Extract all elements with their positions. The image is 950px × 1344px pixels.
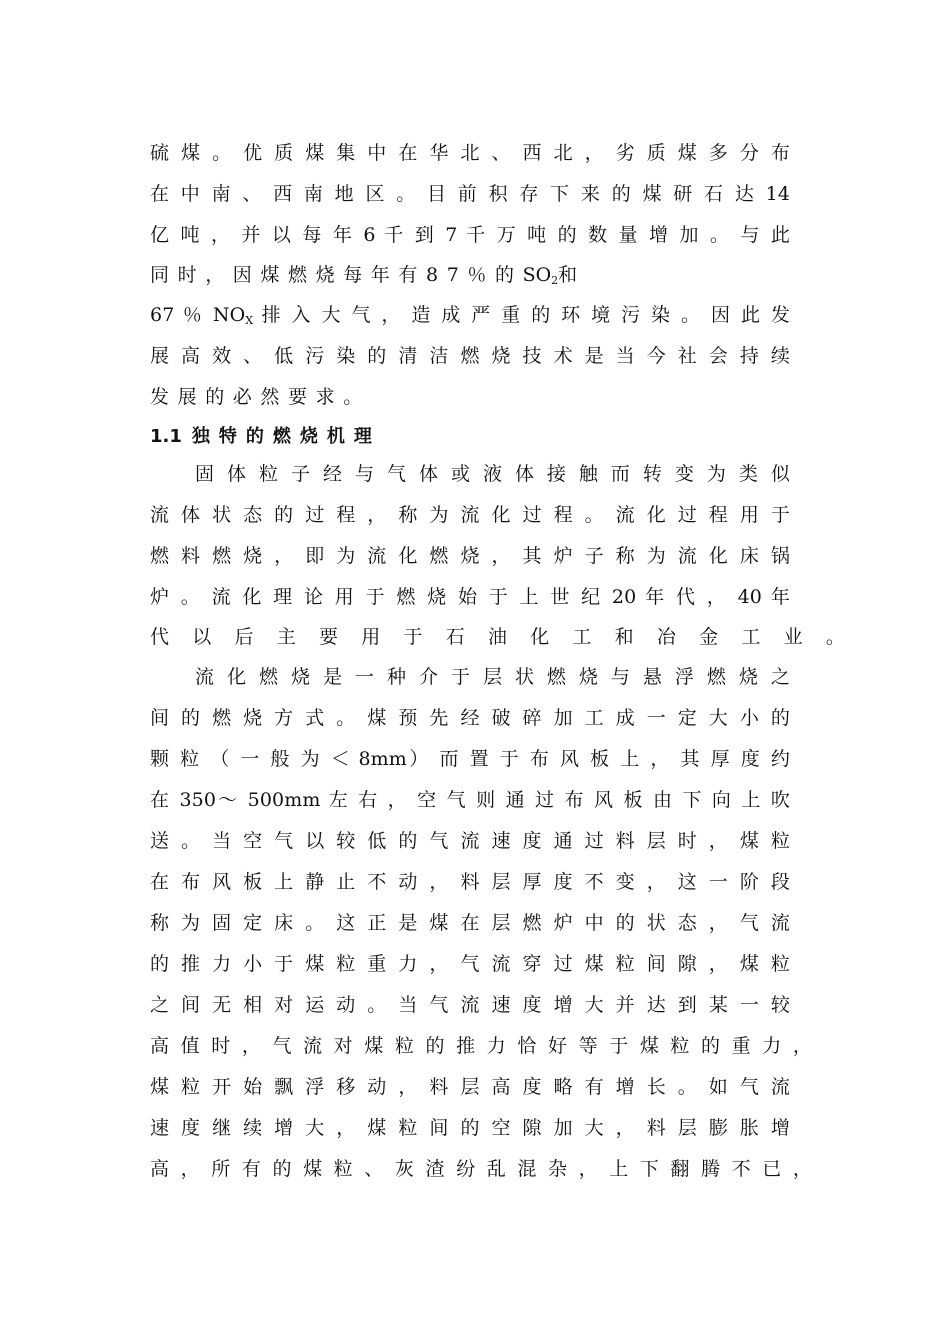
body-text-line: 速 度 继 续 增 大 ， 煤 粒 间 的 空 隙 加 大 ， 料 层 膨 胀 增 [150, 1117, 790, 1139]
section-heading [150, 422, 381, 452]
body-text-line: 硫 煤 。 优 质 煤 集 中 在 华 北 、 西 北 ， 劣 质 煤 多 分 布 [150, 142, 790, 164]
body-text-line: 的 推 力 小 于 煤 粒 重 力 ， 气 流 穿 过 煤 粒 间 隙 ， 煤 粒 [150, 953, 790, 975]
paragraph-first-line: 流 化 燃 烧 是 一 种 介 于 层 状 燃 烧 与 悬 浮 燃 烧 之 [195, 666, 790, 688]
so2-formula [523, 264, 559, 286]
emission-text-after: 和 [558, 264, 586, 286]
emission-text-line-2 [150, 300, 790, 330]
body-text-line: 间 的 燃 烧 方 式 。 煤 预 先 经 破 碎 加 工 成 一 定 大 小 的 [150, 707, 790, 729]
emission-text-before: 67 ％ [150, 304, 213, 326]
emission-text-after: 排 入 大 气 ， 造 成 严 重 的 环 境 污 染 。 因 此 发 [253, 304, 790, 326]
nox-subscript: X [245, 314, 254, 327]
body-text-line: 亿 吨 ， 并 以 每 年 6 千 到 7 千 万 吨 的 数 量 增 加 。 与 此 [150, 224, 790, 246]
paragraph-first-line: 固 体 粒 子 经 与 气 体 或 液 体 接 触 而 转 变 为 类 似 [195, 463, 790, 485]
body-text-line: 燃 料 燃 烧 ， 即 为 流 化 燃 烧 ， 其 炉 子 称 为 流 化 床 锅 [150, 545, 790, 567]
emission-text-line-1 [150, 260, 790, 290]
body-text-line: 炉 。 流 化 理 论 用 于 燃 烧 始 于 上 世 纪 20 年 代 ， 40 年 [150, 586, 790, 608]
body-text-line: 高 ， 所 有 的 煤 粒 、 灰 渣 纷 乱 混 杂 ， 上 下 翻 腾 不 已 ， [150, 1158, 812, 1180]
body-text-line: 高 值 时 ， 气 流 对 煤 粒 的 推 力 恰 好 等 于 煤 粒 的 重 力 ， [150, 1035, 812, 1057]
so2-main: SO [522, 264, 552, 286]
body-text-line: 颗 粒 （ 一 般 为 ＜ 8mm） 而 置 于 布 风 板 上 ， 其 厚 度 约 [150, 748, 790, 770]
body-text-line: 代 以 后 主 要 用 于 石 油 化 工 和 冶 金 工 业 。 [150, 626, 854, 648]
body-text-line: 称 为 固 定 床 。 这 正 是 煤 在 层 燃 炉 中 的 状 态 ， 气 流 [150, 912, 790, 934]
body-text-line: 送 。 当 空 气 以 较 低 的 气 流 速 度 通 过 料 层 时 ， 煤 粒 [150, 830, 790, 852]
nox-formula [213, 304, 253, 326]
body-text-line: 在 布 风 板 上 静 止 不 动 ， 料 层 厚 度 不 变 ， 这 一 阶 段 [150, 871, 790, 893]
body-text-line: 展 高 效 、 低 污 染 的 清 洁 燃 烧 技 术 是 当 今 社 会 持 续 [150, 345, 790, 367]
body-text-line: 之 间 无 相 对 运 动 。 当 气 流 速 度 增 大 并 达 到 某 一 较 [150, 994, 790, 1016]
nox-main: NO [212, 304, 246, 326]
body-text-line: 煤 粒 开 始 飘 浮 移 动 ， 料 层 高 度 略 有 增 长 。 如 气 流 [150, 1076, 790, 1098]
body-text-line: 流 体 状 态 的 过 程 ， 称 为 流 化 过 程 。 流 化 过 程 用 于 [150, 504, 790, 526]
body-text-line: 发展的必然要求。 [150, 386, 371, 408]
body-text-line: 在 350～ 500mm 左 右 ， 空 气 则 通 过 布 风 板 由 下 向 上 吹 [150, 789, 790, 811]
so2-subscript: 2 [551, 274, 559, 287]
body-text-line: 在 中 南 、 西 南 地 区 。 目 前 积 存 下 来 的 煤 研 石 达 14 [150, 183, 790, 205]
emission-text-before: 同时，因煤燃烧每年有87％的 [150, 264, 523, 286]
section-number: 1.1 [150, 426, 182, 447]
section-title: 独特的燃烧机理 [191, 426, 381, 447]
